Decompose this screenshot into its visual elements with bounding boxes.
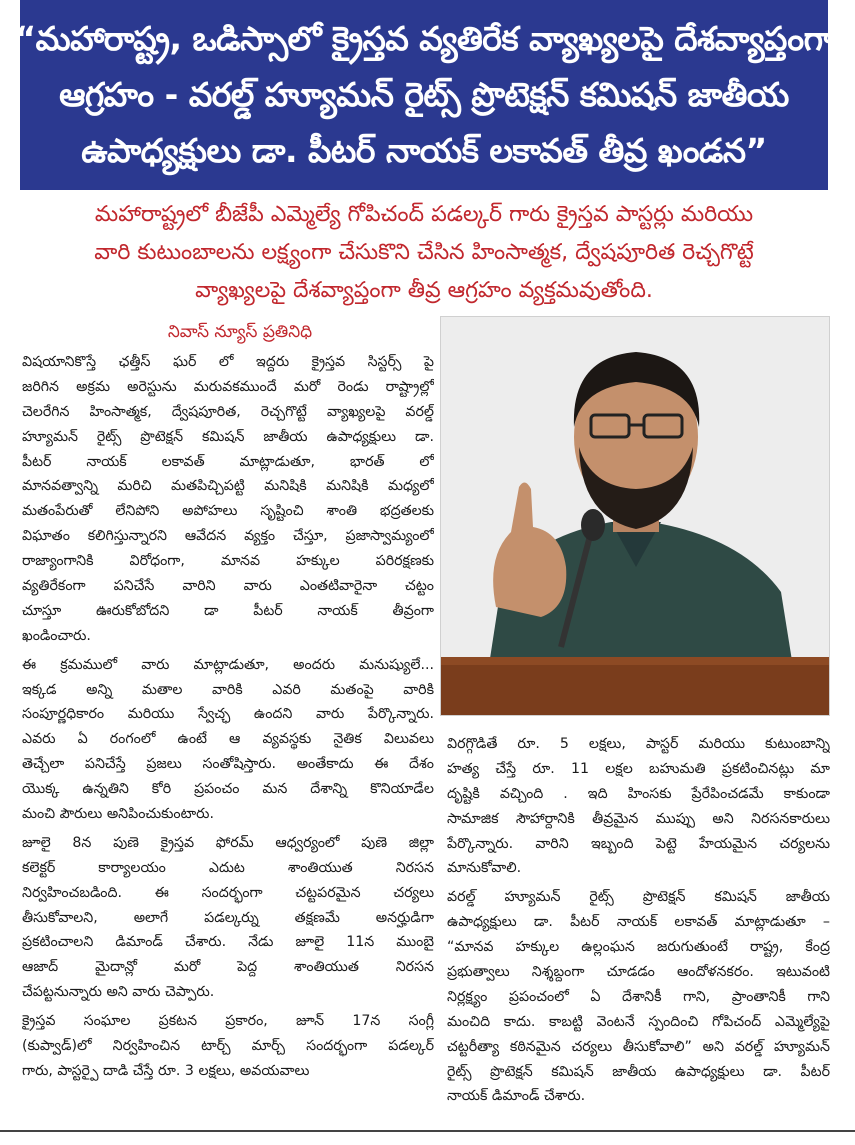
bottom-rule bbox=[0, 1130, 855, 1132]
body-line-left: జరిగిన అక్రమ అరెస్టును మరువకముందే మరో రెండు రాష్ట్రాల్లో bbox=[22, 378, 434, 395]
subhead-line-3: వ్యాఖ్యలపై దేశవ్యాప్తంగా తీవ్ర ఆగ్రహం వ్యక్తమవుతోంది. bbox=[195, 278, 653, 303]
body-line-left: మతంపేరుతో లేనిపోని అపోహలు సృష్టించి శాంతి భద్రతలకు bbox=[22, 503, 434, 520]
body-line-right: చట్టరీత్యా కఠినమైన చర్యలు తీసుకోవాలి” అని వరల్డ్ హ్యూమన్ bbox=[447, 1038, 830, 1055]
speaker-photo bbox=[440, 316, 830, 716]
speaker-illustration bbox=[441, 317, 830, 716]
body-line-left: పీటర్ నాయక్ లకావత్ మాట్లాడుతూ, భారత్ లో bbox=[22, 453, 434, 470]
body-line-left: క్రైస్తవ సంఘాల ప్రకటన ప్రకారం, జూన్ 17న సంగ్లీ bbox=[22, 1013, 434, 1030]
headline-line-1: “మహారాష్ట్ర, ఒడిస్సాలో క్రైస్తవ వ్యతిరేక వ్యాఖ్యలపై దేశవ్యాప్తంగా bbox=[14, 19, 834, 58]
body-line-left: విఘాతం కలిగిస్తున్నారని ఆవేదన వ్యక్తం చేస్తూ, ప్రజాస్వామ్యంలో bbox=[22, 528, 434, 545]
body-line-right: వరల్డ్ హ్యూమన్ రైట్స్ ప్రొటెక్షన్ కమిషన్ జాతీయ bbox=[447, 889, 830, 906]
body-line-right: ప్రభుత్వాలు నిశ్శబ్దంగా చూడడం ఆందోళనకరం. ఇటువంటి bbox=[447, 964, 830, 981]
body-line-left: ఎవరు ఏ రంగంలో ఉంటే ఆ వ్యవస్థకు నైతిక విలువలు bbox=[22, 731, 434, 748]
subhead-line-1: మహారాష్ట్రలో బీజేపీ ఎమ్మెల్యే గోపిచంద్ పడల్కర్ గారు క్రైస్తవ పాస్టర్లు మరియు bbox=[94, 202, 754, 227]
byline: నివాస్ న్యూస్ ప్రతినిధి bbox=[167, 322, 313, 342]
body-line-right: నిర్లక్ష్యం ప్రపంచంలో ఏ దేశానికీ గాని, ప్రాంతానికీ గాని bbox=[447, 988, 830, 1005]
body-line-left: ఆజాద్ మైదాన్లో మరో పెద్ద శాంతియుత నిరసన bbox=[22, 959, 434, 976]
body-line-left: చూస్తూ ఊరుకోబోదని డా పీటర్ నాయక్ తీవ్రంగా bbox=[22, 602, 434, 619]
body-line-right: విరగ్గొడితే రూ. 5 లక్షలు, పాస్టర్ మరియు కుటుంబాన్ని bbox=[447, 736, 830, 752]
body-line-left: మానవత్వాన్ని మరిచి మతపిచ్చిపట్టి మనిషికి మనిషికి మధ్యలో bbox=[22, 478, 434, 495]
body-line-left: ఈ క్రమములో వారు మాట్లాడుతూ, అందరు మనుష్యులే... bbox=[22, 656, 434, 673]
body-line-left: విషయానికొస్తే ఛత్తీస్ ఘర్ లో ఇద్దరు క్రైస్తవ సిస్టర్స్ పై bbox=[22, 354, 434, 370]
body-line-left: గారు, పాస్టర్పై దాడి చేస్తే రూ. 3 లక్షలు, అవయవాలు bbox=[22, 1062, 310, 1079]
headline-banner bbox=[14, 0, 834, 190]
body-line-right: సామాజిక సౌహార్దానికి తీవ్రమైన ముప్పు అని నిరసనకారులు bbox=[447, 810, 830, 827]
body-line-left: తీసుకోవాలని, అలాగే పడల్కర్ను తక్షణమే అనర్హుడిగా bbox=[22, 909, 434, 926]
subhead-line-2: వారి కుటుంబాలను లక్ష్యంగా చేసుకొని చేసిన హింసాత్మక, ద్వేషపూరిత రెచ్చగొట్టే bbox=[94, 240, 754, 265]
headline-line-3: ఉపాధ్యక్షులు డా. పీటర్ నాయక్ లకావత్ తీవ్ర ఖండన” bbox=[81, 131, 767, 170]
body-line-right: రైట్స్ ప్రొటెక్షన్ కమిషన్ జాతీయ ఉపాధ్యక్షులు డా. పీటర్ bbox=[447, 1063, 830, 1080]
body-line-right: ఉపాధ్యక్షులు డా. పీటర్ నాయక్ లకావత్ మాట్లాడుతూ – bbox=[447, 914, 830, 931]
body-line-left: చెలరేగిన హింసాత్మక, ద్వేషపూరిత, రెచ్చగొట్టే వ్యాఖ్యలపై వరల్డ్ bbox=[22, 403, 434, 420]
body-line-left: సంపూర్ణధికారం మరియు స్వేచ్ఛ ఉందని వారు పేర్కొన్నారు. bbox=[22, 706, 434, 723]
body-column-left bbox=[22, 350, 434, 1084]
body-line-left: (కుప్వాడ్)లో నిర్వహించిన టార్చ్ మార్చ్ సందర్భంగా పడల్కర్ bbox=[22, 1038, 434, 1055]
body-line-right: “మానవ హక్కుల ఉల్లంఘన జరుగుతుంటే రాష్ట్ర, కేంద్ర bbox=[447, 939, 830, 956]
headline-line-2: ఆగ్రహం - వరల్డ్ హ్యూమన్ రైట్స్ ప్రొటెక్షన్ కమిషన్ జాతీయ bbox=[59, 75, 789, 114]
body-line-right: హత్య చేస్తే రూ. 11 లక్షల బహుమతి ప్రకటించినట్లు మా bbox=[447, 760, 830, 777]
body-line-right: మంచిది కాదు. కాబట్టి వెంటనే స్పందించి గోపిచంద్ ఎమ్మెల్యేపై bbox=[447, 1013, 830, 1030]
body-line-left: తెచ్చేలా పనిచేస్తే ప్రజలు సంతోషిస్తారు. అంతేకాదు ఈ దేశం bbox=[22, 756, 434, 773]
body-line-left: నిర్వహించబడింది. ఈ సందర్భంగా చట్టపరమైన చర్యలు bbox=[22, 884, 434, 901]
body-line-left: రాజ్యాంగానికి విరోధంగా, మానవ హక్కుల పరిరక్షణకు bbox=[22, 553, 434, 570]
body-line-left: చేపట్టనున్నారు అని వారు చెప్పారు. bbox=[22, 984, 215, 1001]
body-line-left: మంచి పౌరులు అనిపించుకుంటారు. bbox=[22, 806, 214, 823]
body-line-right: పేర్కొన్నారు. వారిని ఇబ్బంది పెట్టె హేయమైన చర్యలను bbox=[447, 835, 830, 852]
body-line-right: దృష్టికి వచ్చింది . ఇది హింసకు ప్రేరేపించడమే కాకుండా bbox=[447, 785, 830, 802]
body-line-left: కలెక్టర్ కార్యాలయం ఎదుట శాంతియుత నిరసన bbox=[22, 859, 434, 876]
body-line-left: ఇక్కడ అన్ని మతాల వారికి ఎవరి మతంపై వారికి bbox=[22, 681, 434, 698]
subheadline bbox=[20, 196, 828, 310]
body-line-right: నాయక్ డిమాండ్ చేశారు. bbox=[447, 1088, 586, 1105]
body-line-left: ప్రకటించాలని డిమాండ్ చేశారు. నేడు జూలై 11న ముంబై bbox=[22, 934, 434, 951]
body-line-left: జూలై 8న పుణె క్రైస్తవ ఫోరమ్ ఆధ్వర్యంలో పుణె జిల్లా bbox=[22, 834, 434, 851]
body-line-left: హ్యూమన్ రైట్స్ ప్రొటెక్షన్ కమిషన్ జాతీయ ఉపాధ్యక్షులు డా. bbox=[22, 428, 434, 445]
body-line-left: ఖండించారు. bbox=[22, 627, 91, 644]
body-line-left: యొక్క ఉన్నతిని కోరి ప్రపంచం మన దేశాన్ని కొనియాడేల bbox=[22, 781, 434, 798]
body-column-right bbox=[447, 732, 830, 1109]
body-line-right: మానుకోవాలి. bbox=[447, 860, 522, 877]
body-line-left: వ్యతిరేకంగా పనిచేసే వారిని వారు ఎంతటివారైనా చట్టం bbox=[22, 578, 434, 595]
